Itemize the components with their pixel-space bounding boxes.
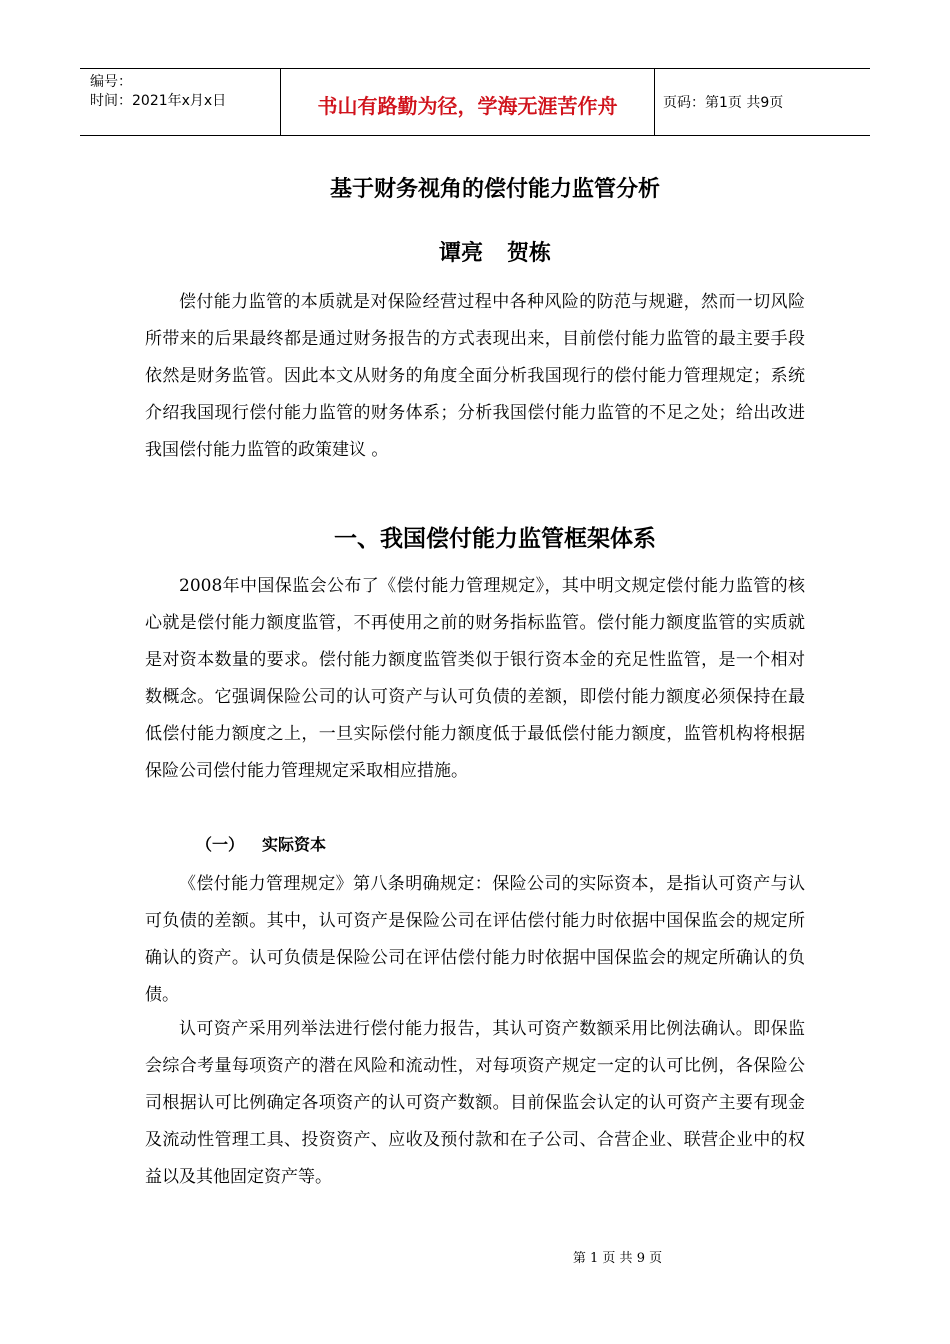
number-label: 编号： xyxy=(90,74,132,90)
author-1: 谭亮 xyxy=(438,241,483,266)
page-footer: 第 1 页 共 9 页 xyxy=(572,1251,663,1266)
subsection-paragraph-1: 《偿付能力管理规定》第八条明确规定：保险公司的实际资本，是指认可资产与认可负债的差额。其中，认可资产是保险公司在评估偿付能力时依据中国保监会的规定所确认的资产。认可负债是保险公司在评估偿付能力时依据中国保监会的规定所确认的负债。 xyxy=(145,874,805,1005)
section-paragraph: 2008年中国保监会公布了《偿付能力管理规定》，其中明文规定偿付能力监管的核心就是偿付能力额度监管，不再使用之前的财务指标监管。偿付能力额度监管的实质就是对资本数量的要求。偿付能力额度监管类似于银行资本金的充足性监管，是一个相对数概念。它强调保险公司的认可资产与认可负债的差额，即偿付能力额度必须保持在最低偿付能力额度之上，一旦实际偿付能力额度低于最低偿付能力额度，监管机构将根据保险公司偿付能力管理规定采取相应措施。 xyxy=(145,576,805,781)
intro-paragraph: 偿付能力监管的本质就是对保险经营过程中各种风险的防范与规避，然而一切风险所带来的后果最终都是通过财务报告的方式表现出来，目前偿付能力监管的最主要手段依然是财务监管。因此本文从财务的角度全面分析我国现行的偿付能力管理规定；系统介绍我国现行偿付能力监管的财务体系；分析我国偿付能力监管的不足之处；给出改进我国偿付能力监管的政策建议 。 xyxy=(145,292,805,460)
document-title: 基于财务视角的偿付能力监管分析 xyxy=(329,177,660,202)
time-label: 时间：2021年x月x日 xyxy=(90,93,227,109)
header-meta-cell xyxy=(80,69,281,135)
subsection-title: 实际资本 xyxy=(262,835,327,854)
author-2: 贺栋 xyxy=(507,241,552,266)
subsection-paragraph-2: 认可资产采用列举法进行偿付能力报告，其认可资产数额采用比例法确认。即保监会综合考量每项资产的潜在风险和流动性，对每项资产规定一定的认可比例，各保险公司根据认可比例确定各项资产的认可资产数额。目前保监会认定的认可资产主要有现金及流动性管理工具、投资资产、应收及预付款和在子公司、合营企业、联营企业中的权益以及其他固定资产等。 xyxy=(145,1019,805,1187)
subsection-number: （一） xyxy=(196,835,245,854)
authors xyxy=(0,236,950,267)
header-page-code: 页码：第1页 共9页 xyxy=(663,95,784,111)
header-table xyxy=(80,68,870,136)
header-motto: 书山有路勤为径，学海无涯苦作舟 xyxy=(281,69,655,135)
section-title: 一、我国偿付能力监管框架体系 xyxy=(334,526,656,552)
subsection-heading xyxy=(196,832,326,855)
